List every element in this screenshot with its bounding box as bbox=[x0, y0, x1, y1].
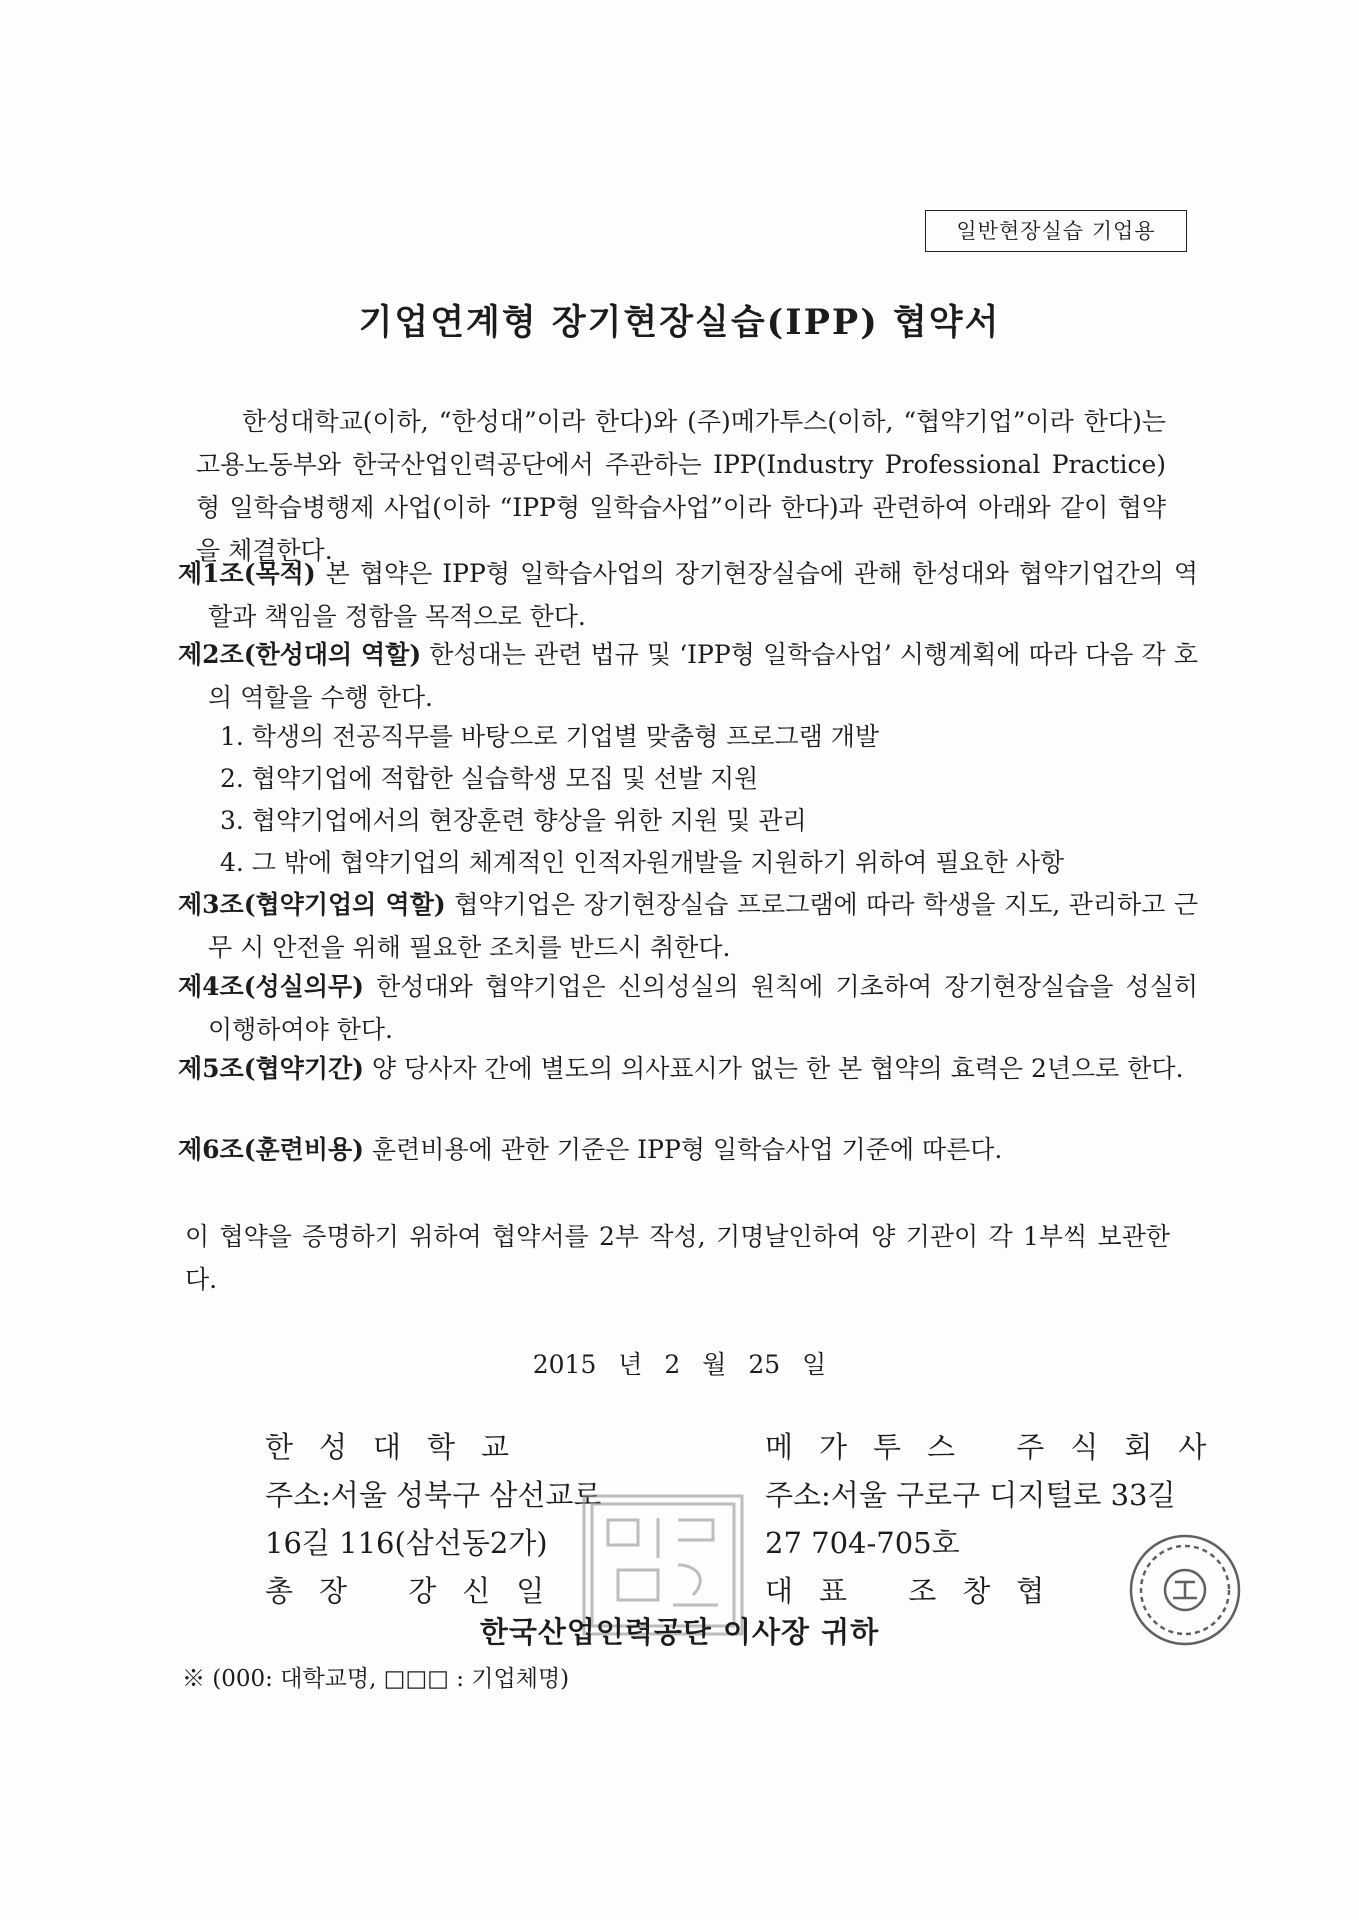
article-heading: 제6조(훈련비용) bbox=[178, 1135, 364, 1164]
article-heading: 제4조(성실의무) bbox=[178, 972, 364, 1001]
university-name: 한성대학교 bbox=[265, 1430, 536, 1464]
article-heading: 제2조(한성대의 역할) bbox=[178, 640, 422, 669]
article-6 bbox=[178, 1128, 1198, 1171]
article-body: 본 협약은 IPP형 일학습사업의 장기현장실습에 관해 한성대와 협약기업간의 역할과 책임을 정함을 목적으로 한다. bbox=[208, 559, 1198, 631]
article-2-item: 3. 협약기업에서의 현장훈련 향상을 위한 지원 및 관리 bbox=[220, 806, 807, 835]
document-type-badge: 일반현장실습 기업용 bbox=[925, 210, 1187, 252]
article-heading: 제5조(협약기간) bbox=[178, 1054, 364, 1083]
article-2-item: 1. 학생의 전공직무를 바탕으로 기업별 맞춤형 프로그램 개발 bbox=[220, 722, 880, 751]
article-5 bbox=[178, 1047, 1198, 1090]
article-body: 양 당사자 간에 별도의 의사표시가 없는 한 본 협약의 효력은 2년으로 한다. bbox=[363, 1054, 1184, 1083]
document-title: 기업연계형 장기현장실습(IPP) 협약서 bbox=[358, 302, 1001, 343]
article-4 bbox=[178, 965, 1198, 1051]
intro-paragraph: 한성대학교(이하, “한성대”이라 한다)와 (주)메가투스(이하, “협약기업”이라 한다)는 고용노동부와 한국산업인력공단에서 주관하는 IPP(Industry Professional Practice)형 일학습병행제 사업(이하 “IPP형 일학습사업”이라 한다)과 관련하여 아래와 같이 협약을 체결한다. bbox=[196, 407, 1166, 565]
article-body: 협약기업은 장기현장실습 프로그램에 따라 학생을 지도, 관리하고 근무 시 안전을 위해 필요한 조치를 반드시 취한다. bbox=[208, 890, 1198, 962]
footnote: ※ (000: 대학교명, □□□ : 기업체명) bbox=[182, 1666, 570, 1692]
company-name: 메가투스 주식회사 bbox=[765, 1430, 1233, 1464]
article-body: 한성대와 협약기업은 신의성실의 원칙에 기초하여 장기현장실습을 성실히 이행하여야 한다. bbox=[208, 972, 1198, 1044]
article-heading: 제3조(협약기업의 역할) bbox=[178, 890, 446, 919]
company-address-line1: 주소:서울 구로구 디지털로 33길 bbox=[765, 1478, 1176, 1512]
article-2-item: 4. 그 밖에 협약기업의 체계적인 인적자원개발을 지원하기 위하여 필요한 사항 bbox=[220, 848, 1065, 877]
company-address-line2: 27 704-705호 bbox=[765, 1526, 960, 1560]
article-2 bbox=[178, 633, 1198, 719]
article-heading: 제1조(목적) bbox=[178, 559, 316, 588]
university-address-line1: 주소:서울 성북구 삼선교로 bbox=[265, 1478, 602, 1512]
article-3 bbox=[178, 883, 1198, 969]
company-representative: 대표 조창협 bbox=[765, 1574, 1071, 1608]
article-2-item: 2. 협약기업에 적합한 실습학생 모집 및 선발 지원 bbox=[220, 764, 759, 793]
article-body: 훈련비용에 관한 기준은 IPP형 일학습사업 기준에 따른다. bbox=[363, 1135, 1003, 1164]
article-1 bbox=[178, 552, 1198, 638]
university-representative: 총장 강신일 bbox=[265, 1574, 571, 1608]
article-body: 한성대는 관련 법규 및 ‘IPP형 일학습사업’ 시행계획에 따라 다음 각 호의 역할을 수행 한다. bbox=[208, 640, 1198, 712]
closing-paragraph: 이 협약을 증명하기 위하여 협약서를 2부 작성, 기명날인하여 양 기관이 각 1부씩 보관한다. bbox=[185, 1222, 1170, 1294]
university-address-line2: 16길 116(삼선동2가) bbox=[265, 1526, 548, 1560]
agreement-date: 2015 년 2 월 25 일 bbox=[532, 1350, 827, 1379]
addressee-line: 한국산업인력공단 이사장 귀하 bbox=[479, 1615, 880, 1649]
